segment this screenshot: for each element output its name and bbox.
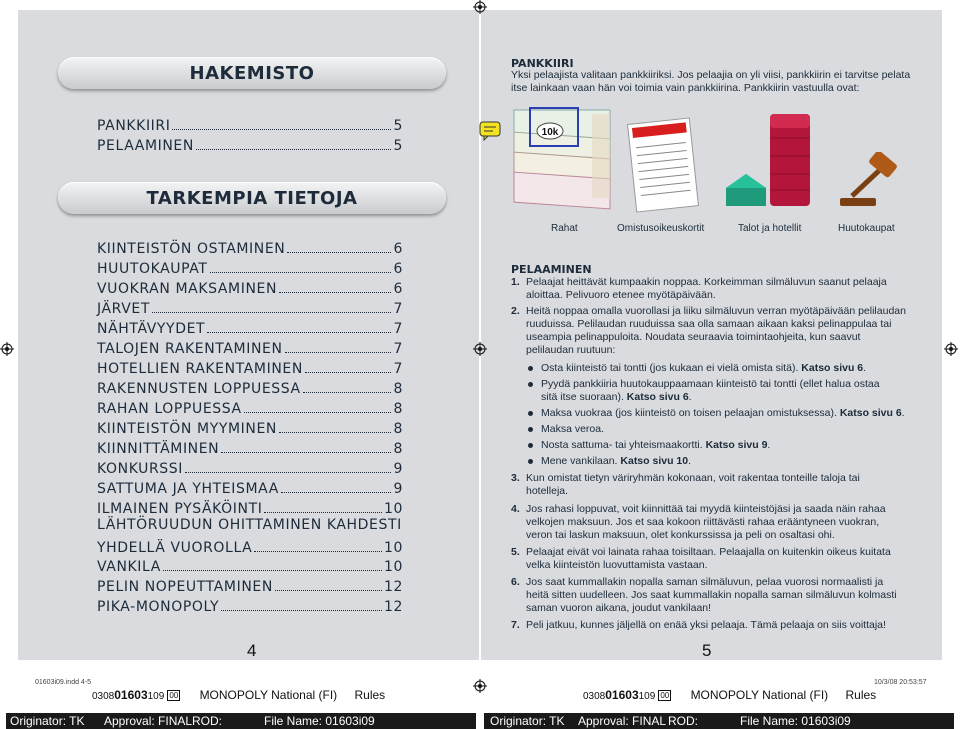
footer-rod: ROD:: [192, 714, 222, 728]
bullet-end: .: [863, 362, 867, 374]
toc-entry[interactable]: [97, 499, 403, 517]
step-number: 6.: [511, 576, 520, 588]
step-text: Pelaajat heittävät kumpaakin noppaa. Korkeimman silmäluvun saanut pelaaja: [526, 276, 887, 288]
step-text: heitä sitten uudelleen. Jos saat kummallakin nopalla saman silmäluvun kolmasti: [526, 589, 897, 601]
step-text: Peli jatkuu, kunnes jäljellä on enää yksi pelaaja. Tämä pelaaja on siis voittaja!: [526, 619, 886, 631]
step-text: ruuduissa. Pelilaudan ruuduissa saa olla samaan aikaan kaksi pelinappulaa tai: [526, 318, 892, 330]
money-label: 10k: [541, 127, 559, 138]
step-number: 2.: [511, 305, 520, 317]
toc-page: 12: [383, 599, 403, 615]
toc-page: 9: [393, 481, 403, 497]
slug-file: 01603i09.indd 4-5: [35, 679, 92, 686]
toc-label: VANKILA: [97, 559, 161, 575]
page-reference: Katso sivu 9: [705, 439, 768, 451]
page-reference: Katso sivu 6: [626, 391, 689, 403]
bullet-dot: [528, 459, 533, 464]
toc-label: PELAAMINEN: [97, 138, 194, 154]
toc-label: PANKKIIRI: [97, 118, 171, 134]
toc-entry[interactable]: [97, 259, 403, 277]
toc-entry[interactable]: [97, 359, 403, 377]
footer-file: File Name: 01603i09: [740, 714, 851, 728]
toc-label: VUOKRAN MAKSAMINEN: [97, 281, 278, 297]
page-reference: Katso sivu 10: [620, 455, 689, 467]
toc-label: PIKA-MONOPOLY: [97, 599, 220, 615]
footer-rod: ROD:: [668, 714, 698, 728]
step-number: 1.: [511, 276, 520, 288]
houses-hotels-illustration: [718, 104, 828, 212]
details-title: TARKEMPIA TIETOJA: [146, 188, 358, 209]
bullet-text: Maksa vuokraa (jos kiinteistö on toisen pelaajan omistuksessa).: [541, 407, 840, 419]
toc-entry[interactable]: [97, 239, 403, 257]
toc-label: NÄHTÄVYYDET: [97, 321, 206, 337]
toc-label: PELIN NOPEUTTAMINEN: [97, 579, 273, 595]
bullet-item: [541, 423, 931, 436]
toc-entry[interactable]: [97, 577, 403, 595]
toc-page: 8: [393, 381, 403, 397]
barcode-suffix: 109: [638, 691, 656, 702]
toc-entry[interactable]: [97, 597, 403, 615]
barcode-suffix: 109: [147, 691, 165, 702]
toc-page: 8: [393, 421, 403, 437]
step-text: Pelaajat eivät voi lainata rahaa toisiltaan. Pelaajalla on kuitenkin oikeus kuitata: [526, 546, 891, 558]
toc-label: KIINNITTÄMINEN: [97, 441, 220, 457]
toc-entry[interactable]: [97, 439, 403, 457]
caption-auctions: Huutokaupat: [838, 223, 895, 234]
money-illustration: [512, 104, 620, 214]
bullet-item: [541, 407, 931, 420]
step-text: aloittaa. Pelivuoro etenee myötäpäivään.: [526, 289, 716, 301]
toc-entry[interactable]: [97, 557, 403, 575]
toc-page: 5: [393, 118, 403, 134]
toc-entry[interactable]: [97, 319, 403, 337]
bullet-text: Pyydä pankkiiria huutokauppaamaan kiinteistö tai tontti (ellet halua ostaa: [541, 378, 880, 390]
registration-mark-icon: [473, 679, 487, 693]
barcode-main: 01603: [114, 688, 148, 702]
toc-page: 9: [393, 461, 403, 477]
registration-mark-icon: [473, 0, 487, 14]
barcode-box: 00: [660, 691, 670, 701]
gavel-icon: [836, 152, 898, 210]
step-text: hotelleja.: [526, 485, 569, 497]
bullet-item: [541, 378, 931, 404]
bullet-end: .: [688, 455, 692, 467]
barcode-prefix: 0308: [583, 691, 606, 702]
footer-bar-right: [484, 713, 954, 729]
toc-page: 7: [393, 301, 403, 317]
bullet-end: .: [688, 391, 692, 403]
toc-page: 10: [383, 559, 403, 575]
bullet-end: .: [901, 407, 905, 419]
bullet-item: [541, 362, 931, 375]
toc-page: 10: [383, 501, 403, 517]
toc-page: 5: [393, 138, 403, 154]
caption-money: Rahat: [551, 223, 578, 234]
barcode-box: 00: [169, 691, 179, 701]
toc-page: 6: [393, 261, 403, 277]
toc-entry-multiline-line1[interactable]: LÄHTÖRUUDUN OHITTAMINEN KAHDESTI: [97, 517, 402, 533]
toc-page: 10: [383, 540, 403, 556]
note-icon: [479, 121, 501, 141]
bullet-text: Nosta sattuma- tai yhteismaakortti.: [541, 439, 706, 451]
banker-heading: PANKKIIRI: [511, 57, 574, 70]
step-text: saman vuoron aikana, joudut vankilaan!: [526, 602, 712, 614]
bullet-dot: [528, 382, 533, 387]
toc-entry[interactable]: [97, 299, 403, 317]
toc-entry[interactable]: [97, 339, 403, 357]
bullet-text: Maksa veroa.: [541, 423, 605, 435]
barcode-main: 01603: [605, 688, 639, 702]
page-reference: Katso sivu 6: [801, 362, 864, 374]
toc-page: 7: [393, 361, 403, 377]
slug-line-left: [92, 688, 385, 702]
toc-label: TALOJEN RAKENTAMINEN: [97, 341, 283, 357]
page-reference: Katso sivu 6: [839, 407, 902, 419]
step-text: useampia pelinappuloita. Noudata seuraavia toimintaohjeita, kun saavut: [526, 331, 861, 343]
bullet-dot: [528, 443, 533, 448]
registration-mark-icon: [944, 342, 958, 356]
barcode-prefix: 0308: [92, 691, 115, 702]
toc-label: KIINTEISTÖN OSTAMINEN: [97, 241, 286, 257]
step-text: pelilaudan ruutuun:: [526, 344, 616, 356]
toc-entry[interactable]: [97, 459, 403, 477]
play-heading: PELAAMINEN: [511, 263, 592, 276]
toc-entry-multiline[interactable]: [97, 538, 403, 556]
toc-entry-pankkiiri[interactable]: [97, 116, 403, 134]
toc-label: KIINTEISTÖN MYYMINEN: [97, 421, 277, 437]
title-deed-card: [624, 115, 702, 215]
toc-page: 12: [383, 579, 403, 595]
toc-entry[interactable]: [97, 399, 403, 417]
toc-label: HOTELLIEN RAKENTAMINEN: [97, 361, 303, 377]
toc-page: 7: [393, 321, 403, 337]
footer-bar-left: [6, 713, 476, 729]
footer-approval: Approval: FINAL: [104, 714, 193, 728]
step-text: Jos rahasi loppuvat, voit kiinnittää tai myydä kiinteistöjäsi ja saada näin rahaa: [526, 503, 886, 515]
bullet-item: [541, 439, 931, 452]
rules-label: Rules: [354, 688, 386, 702]
toc-page: 7: [393, 341, 403, 357]
toc-entry[interactable]: [97, 419, 403, 437]
step-text: velka kiinteistön luovuttamista vastaan.: [526, 559, 708, 571]
registration-mark-icon: [473, 342, 487, 356]
step-number: 4.: [511, 503, 520, 515]
bullet-dot: [528, 427, 533, 432]
bullet-dot: [528, 366, 533, 371]
toc-page: 6: [393, 281, 403, 297]
bullet-text: Osta kiinteistö tai tontti (jos kukaan ei vielä omista sitä).: [541, 362, 802, 374]
toc-page: 8: [393, 401, 403, 417]
bullet-text: Mene vankilaan.: [541, 455, 621, 467]
page-number-left: 4: [247, 641, 257, 660]
bullet-text-line2: sitä itse suoraan).: [541, 391, 627, 403]
toc-page: 8: [393, 441, 403, 457]
toc-label: ILMAINEN PYSÄKÖINTI: [97, 501, 263, 517]
toc-label: RAHAN LOPPUESSA: [97, 401, 242, 417]
footer-file: File Name: 01603i09: [264, 714, 375, 728]
toc-entry-pelaaminen[interactable]: [97, 136, 403, 154]
rules-label: Rules: [845, 688, 877, 702]
step-text: Jos saat kummallakin nopalla saman silmäluvun, pelaa vuorosi normaalisti ja: [526, 576, 884, 588]
caption-deeds: Omistusoikeuskortit: [617, 223, 705, 234]
toc-label: SATTUMA JA YHTEISMAA: [97, 481, 279, 497]
banker-text-line1: Yksi pelaajista valitaan pankkiiriksi. Jos pelaajia on yli viisi, pankkiirin ei tarvitse pelata: [511, 69, 911, 81]
toc-entry[interactable]: [97, 479, 403, 497]
step-number: 7.: [511, 619, 520, 631]
toc-page: 6: [393, 241, 403, 257]
step-text: veron tai laskun maksuun, olet konkurssissa ja peli on osaltasi ohi.: [526, 529, 835, 541]
bullet-item: [541, 455, 931, 468]
footer-originator: Originator: TK: [490, 714, 565, 728]
toc-label: KONKURSSI: [97, 461, 183, 477]
details-banner: [58, 182, 446, 214]
product-name: MONOPOLY National (FI): [690, 688, 829, 702]
bullet-end: .: [767, 439, 771, 451]
registration-mark-icon: [0, 342, 14, 356]
page-number-right: 5: [702, 641, 712, 660]
footer-approval: Approval: FINAL: [578, 714, 667, 728]
step-text: Heitä noppaa omalla vuorollasi ja liiku silmäluvun verran myötäpäivään pelilaudan: [526, 305, 906, 317]
toc-label: RAKENNUSTEN LOPPUESSA: [97, 381, 301, 397]
slug-date: 10/3/08 20:53:57: [874, 679, 927, 686]
toc-label: HUUTOKAUPAT: [97, 261, 208, 277]
step-number: 5.: [511, 546, 520, 558]
footer-originator: Originator: TK: [10, 714, 85, 728]
caption-houses: Talot ja hotellit: [738, 223, 802, 234]
product-name: MONOPOLY National (FI): [199, 688, 338, 702]
step-text: velkojen maksuun. Jos et saa kokoon riittävästi rahaa erääntyneen vuokran,: [526, 516, 880, 528]
toc-label: YHDELLÄ VUOROLLA: [97, 540, 253, 556]
banker-text-line2: itse lainkaan vaan hän voi toimia vain pankkiirina. Pankkiirin vastuulla ovat:: [511, 82, 860, 94]
toc-entry[interactable]: [97, 379, 403, 397]
index-title: HAKEMISTO: [189, 63, 315, 84]
toc-entry[interactable]: [97, 279, 403, 297]
slug-line-right: [583, 688, 876, 702]
step-number: 3.: [511, 472, 520, 484]
bullet-dot: [528, 411, 533, 416]
toc-label: JÄRVET: [97, 301, 150, 317]
index-banner: [58, 57, 446, 89]
step-text: Kun omistat tietyn väriryhmän kokonaan, voit rakentaa tonteille taloja tai: [526, 472, 860, 484]
